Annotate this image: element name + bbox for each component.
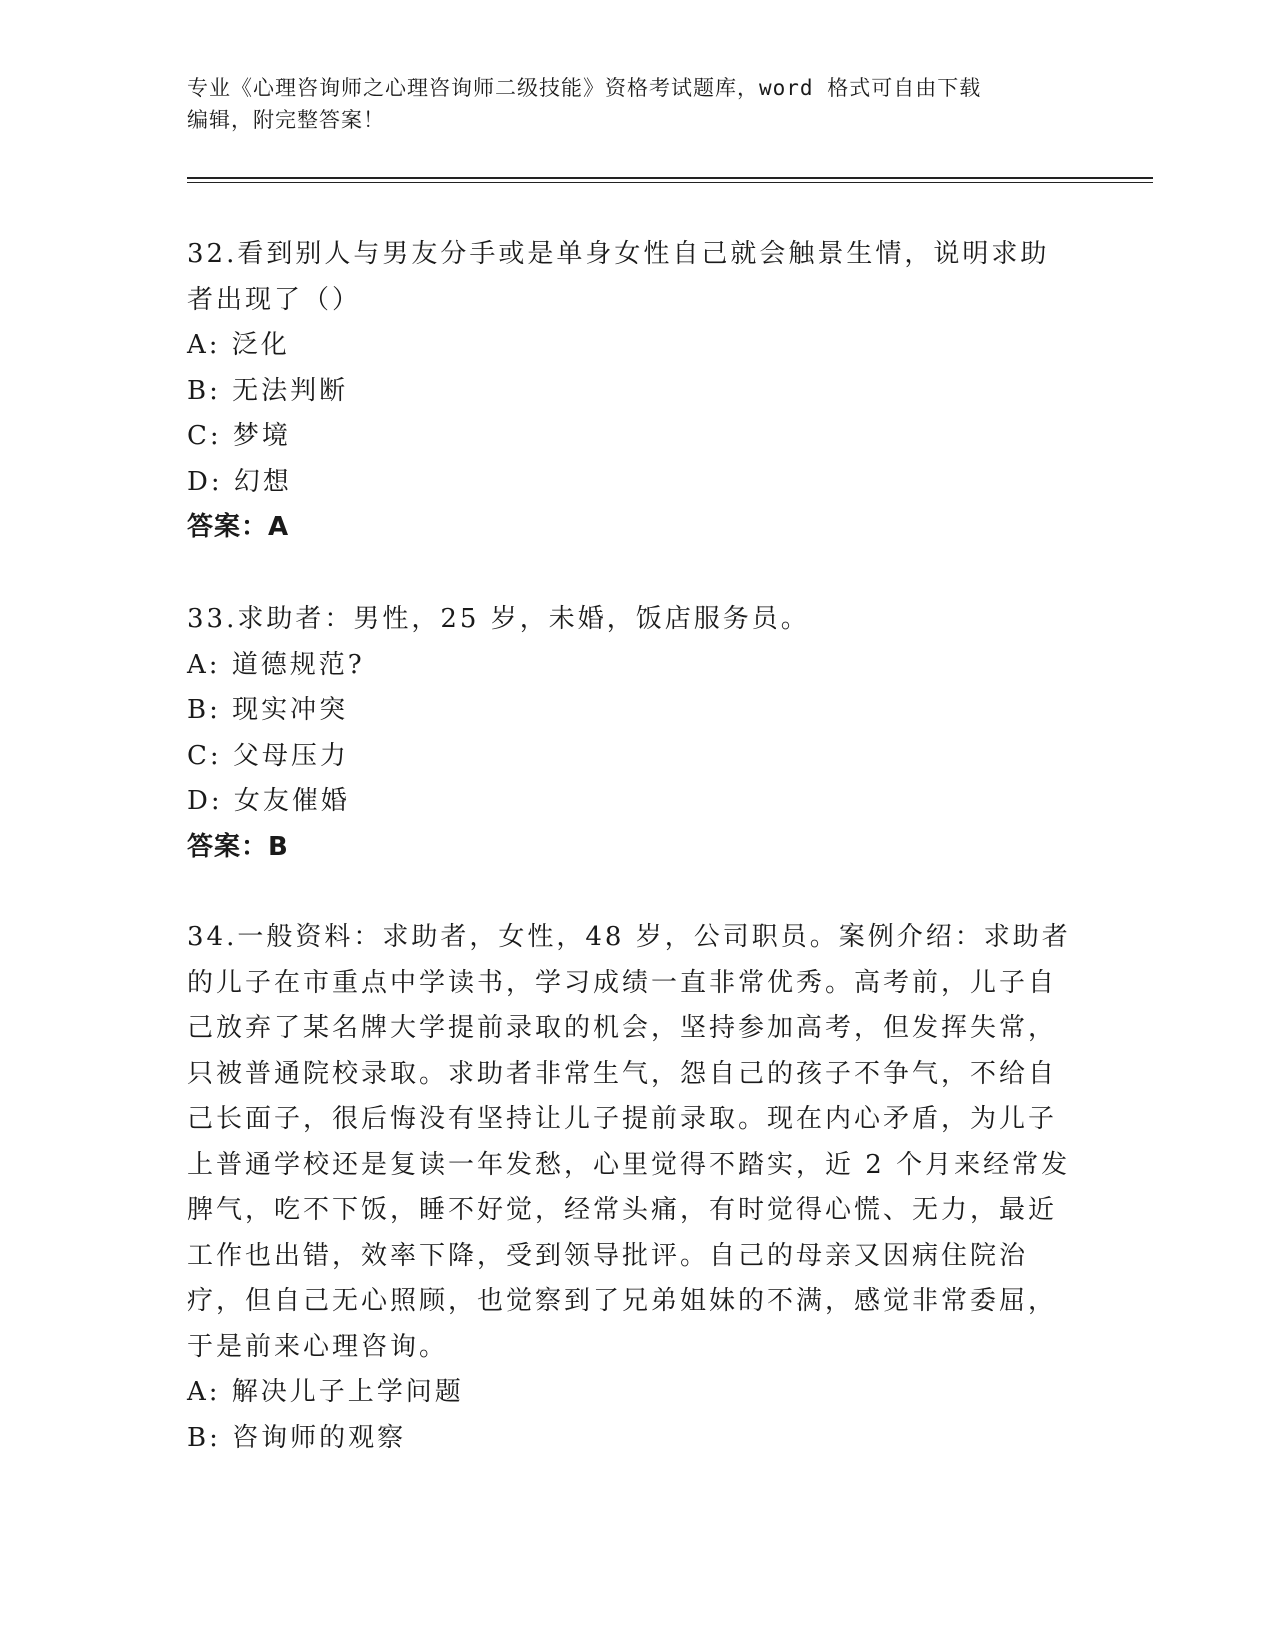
question-33 xyxy=(187,597,1077,870)
option-d: D: 幻想 xyxy=(187,466,292,497)
option-b: B: 现实冲突 xyxy=(187,695,349,725)
answer-label: 答案：B xyxy=(187,831,289,862)
option-b: B: 咨询师的观察 xyxy=(187,1422,407,1453)
option-a: A: 解决儿子上学问题 xyxy=(187,1377,464,1407)
document-header xyxy=(187,72,1067,136)
answer-label: 答案：A xyxy=(187,512,290,542)
option-a: A: 泛化 xyxy=(187,330,290,360)
option-c: C: 父母压力 xyxy=(187,740,349,771)
header-line-2: 编辑，附完整答案！ xyxy=(187,108,385,132)
question-34 xyxy=(187,915,1077,1461)
header-line-1: 专业《心理咨询师之心理咨询师二级技能》资格考试题库，word 格式可自由下载 xyxy=(187,76,982,100)
question-text: 32.看到别人与男友分手或是单身女性自己就会触景生情，说明求助者出现了（） xyxy=(187,239,1050,315)
question-32 xyxy=(187,232,1077,551)
option-c: C: 梦境 xyxy=(187,421,291,451)
question-text: 34.一般资料：求助者，女性，48 岁，公司职员。案例介绍：求助者的儿子在市重点中学读书，学习成绩一直非常优秀。高考前，儿子自己放弃了某名牌大学提前录取的机会，坚持参加高考，但发挥失常，只被普通院校录取。求助者非常生气，怨自己的孩子不争气，不给自己长面子，很后悔没有坚持让儿子提前录取。现在内心矛盾，为儿子上普通学校还是复读一年发愁，心里觉得不踏实，近 2 个月来经常发脾气，吃不下饭，睡不好觉，经常头痛，有时觉得心慌、无力，最近工作也出错，效率下降，受到领导批评。自己的母亲又因病住院治疗，但自己无心照顾，也觉察到了兄弟姐妹的不满，感觉非常委屈，于是前来心理咨询。 xyxy=(187,922,1071,1362)
option-b: B: 无法判断 xyxy=(187,375,349,406)
option-d: D: 女友催婚 xyxy=(187,786,350,816)
question-text: 33.求助者：男性，25 岁，未婚，饭店服务员。 xyxy=(187,604,810,634)
header-divider-thin xyxy=(187,182,1153,183)
header-divider xyxy=(187,177,1153,179)
option-a: A: 道德规范? xyxy=(187,649,365,680)
